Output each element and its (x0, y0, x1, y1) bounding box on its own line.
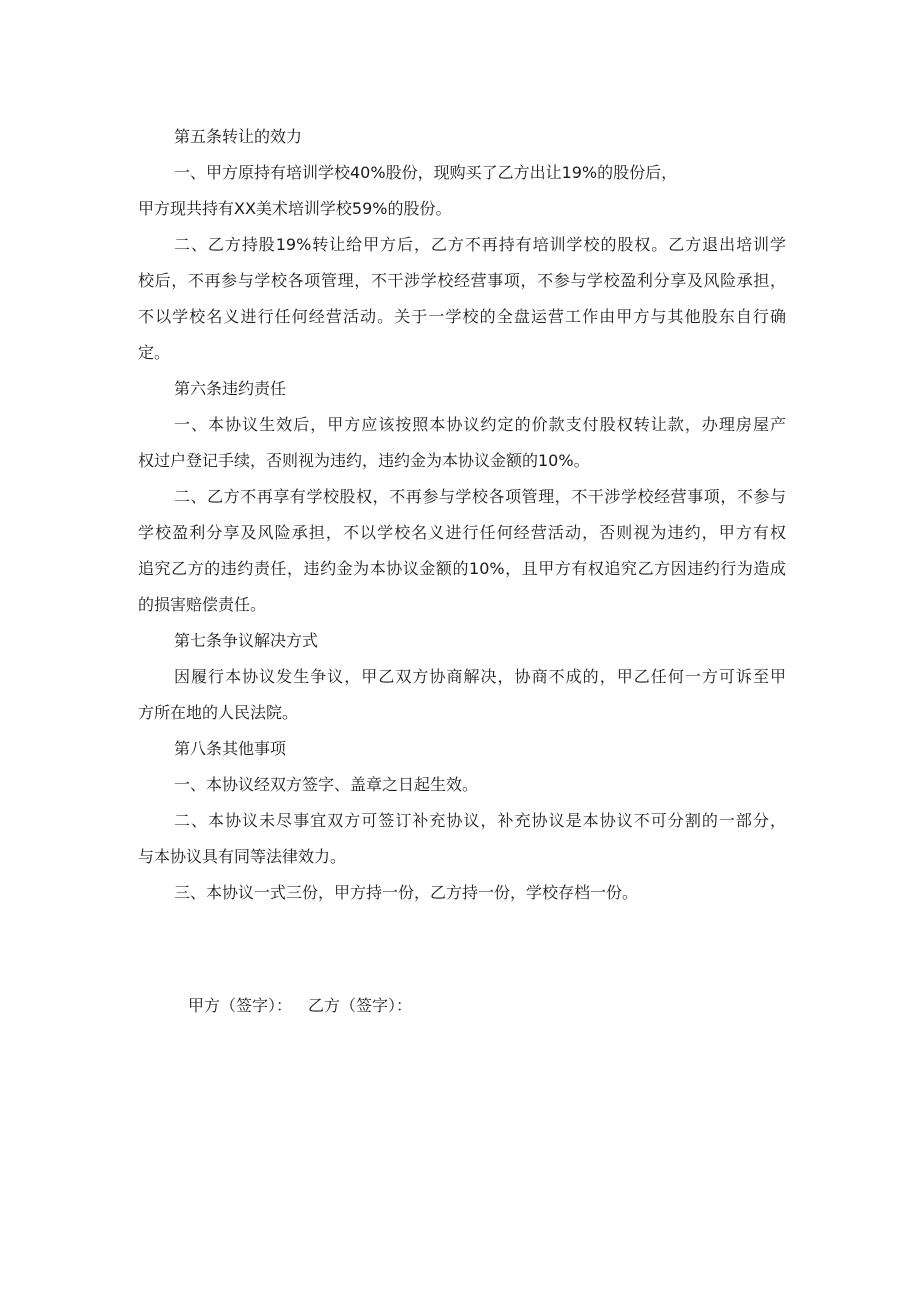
party-a-signature-label: 甲方（签字）： (188, 996, 293, 1015)
paragraph-line: 一、本协议生效后，甲方应该按照本协议约定的价款支付股权转让款，办理房屋产 (174, 415, 786, 434)
paragraph-line: 与本协议具有同等法律效力。 (138, 847, 347, 866)
paragraph-line: 学校盈利分享及风险承担，不以学校名义进行任何经营活动，否则视为违约，甲方有权 (138, 523, 786, 542)
paragraph-line: 追究乙方的违约责任，违约金为本协议金额的10%，且甲方有权追究乙方因违约行为造成 (138, 559, 786, 578)
paragraph-line: 定。 (138, 343, 171, 362)
paragraph-line: 因履行本协议发生争议，甲乙双方协商解决，协商不成的，甲乙任何一方可诉至甲 (174, 667, 786, 686)
paragraph-line: 三、本协议一式三份，甲方持一份，乙方持一份，学校存档一份。 (174, 883, 639, 902)
paragraph-line: 方所在地的人民法院。 (138, 703, 299, 722)
paragraph-line: 校后，不再参与学校各项管理，不干涉学校经营事项，不参与学校盈利分享及风险承担， (138, 271, 786, 290)
section-heading-8: 第八条其他事项 (174, 739, 287, 758)
paragraph-line: 二、本协议未尽事宜双方可签订补充协议，补充协议是本协议不可分割的一部分， (174, 811, 786, 830)
paragraph-line: 不以学校名义进行任何经营活动。关于一学校的全盘运营工作由甲方与其他股东自行确 (138, 307, 786, 326)
paragraph-line: 一、本协议经双方签字、盖章之日起生效。 (174, 775, 479, 794)
section-heading-6: 第六条违约责任 (174, 379, 287, 398)
paragraph-line: 一、甲方原持有培训学校40%股份，现购买了乙方出让19%的股份后， (174, 163, 678, 182)
section-heading-7: 第七条争议解决方式 (174, 631, 319, 650)
paragraph-line: 甲方现共持有XX美术培训学校59%的股份。 (138, 199, 452, 218)
paragraph-line: 的损害赔偿责任。 (138, 595, 267, 614)
paragraph-line: 二、乙方不再享有学校股权，不再参与学校各项管理，不干涉学校经营事项，不参与 (174, 487, 786, 506)
party-b-signature-label: 乙方（签字）： (308, 996, 413, 1015)
signature-row (188, 996, 412, 1016)
paragraph-line: 二、乙方持股19%转让给甲方后，乙方不再持有培训学校的股权。乙方退出培训学 (174, 235, 786, 254)
section-heading-5: 第五条转让的效力 (174, 127, 303, 146)
paragraph-line: 权过户登记手续，否则视为违约，违约金为本协议金额的10%。 (138, 451, 590, 470)
